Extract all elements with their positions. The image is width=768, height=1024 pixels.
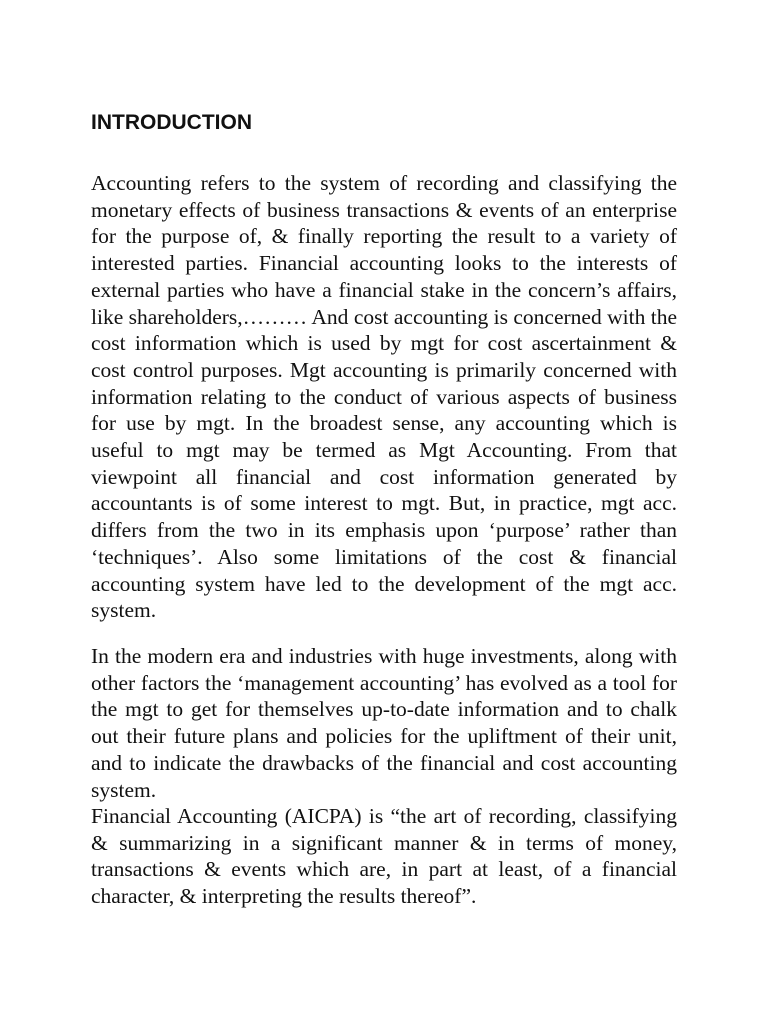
paragraph-management-accounting-evolution: In the modern era and industries with huge investments, along with other factors the ‘management accounting’ has evolved as a tool for the mgt to get for themselves up-to-date information and to chalk out their future plans and policies for the upliftment of their unit, and to indicate the drawbacks of the financial and cost accounting system.: [91, 644, 677, 802]
paragraph-accounting-definition: Accounting refers to the system of recording and classifying the monetary effects of business transactions & events of an enterprise for the purpose of, & finally reporting the result to a variety of interested parties. Financial accounting looks to the interests of external parties who have a financial stake in the concern’s affairs, like shareholders,……… And cost accounting is concerned with the cost information which is used by mgt for cost ascertainment & cost control purposes. Mgt accounting is primarily concerned with information relating to the conduct of various aspects of business for use by mgt. In the broadest sense, any accounting which is useful to mgt may be termed as Mgt Accounting. From that viewpoint all financial and cost information generated by accountants is of some interest to mgt. But, in practice, mgt acc. differs from the two in its emphasis upon ‘purpose’ rather than ‘techniques’. Also some limitations of the cost & financial accounting system have led to the development of the mgt acc. system.: [91, 171, 677, 623]
paragraph-aicpa-definition: Financial Accounting (AICPA) is “the art of recording, classifying & summarizing in a significant manner & in terms of money, transactions & events which are, in part at least, of a financial character, & interpreting the results thereof”.: [91, 804, 677, 909]
page-title: INTRODUCTION: [91, 111, 252, 134]
